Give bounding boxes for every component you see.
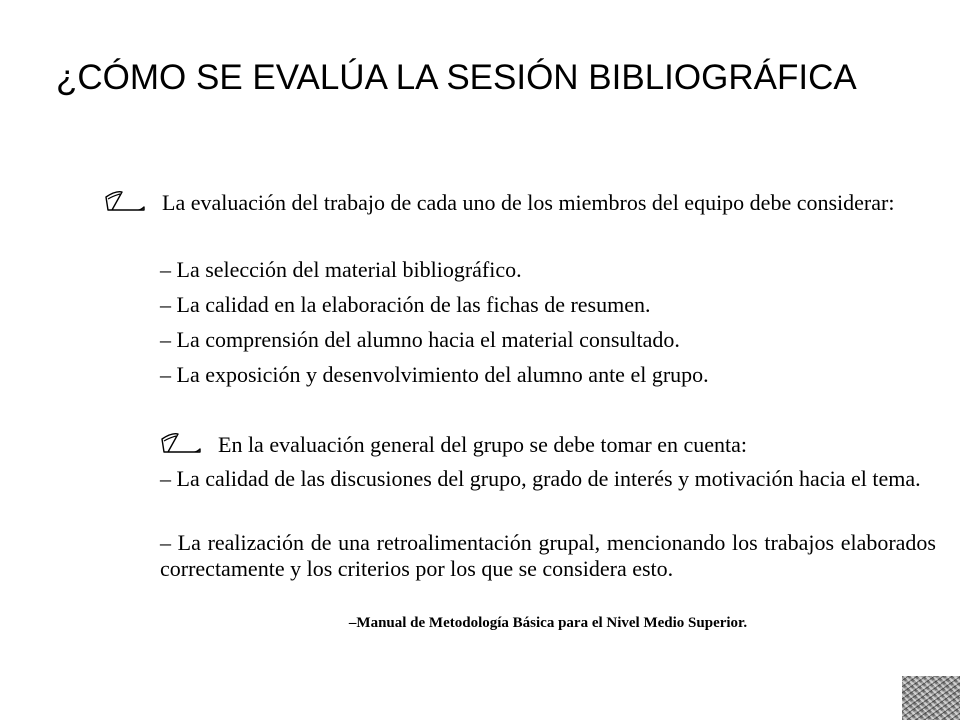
section2-intro-paragraph xyxy=(160,432,747,457)
calligraphic-one-icon xyxy=(160,432,204,454)
section1-item: – La comprensión del alumno hacia el material consultado. xyxy=(160,327,680,352)
corner-texture-decoration xyxy=(902,676,960,720)
section1-intro-text: La evaluación del trabajo de cada uno de los miembros del equipo debe considerar: xyxy=(162,190,895,215)
section1-item: – La selección del material bibliográfico. xyxy=(160,257,522,282)
section1-intro-paragraph xyxy=(104,190,936,215)
section2-item: – La calidad de las discusiones del grupo, grado de interés y motivación hacia el tema. xyxy=(160,466,921,491)
section1-item: – La exposición y desenvolvimiento del alumno ante el grupo. xyxy=(160,362,709,387)
section1-item: – La calidad en la elaboración de las fichas de resumen. xyxy=(160,292,651,317)
source-citation: –Manual de Metodología Básica para el Nivel Medio Superior. xyxy=(348,615,748,631)
section2-intro-text: En la evaluación general del grupo se debe tomar en cuenta: xyxy=(218,432,747,457)
section2-item: – La realización de una retroalimentación grupal, mencionando los trabajos elaborados correctamente y los criterios por los que se considera esto. xyxy=(160,530,936,581)
calligraphic-one-icon xyxy=(104,190,148,212)
page-title: ¿CÓMO SE EVALÚA LA SESIÓN BIBLIOGRÁFICA xyxy=(56,58,857,97)
